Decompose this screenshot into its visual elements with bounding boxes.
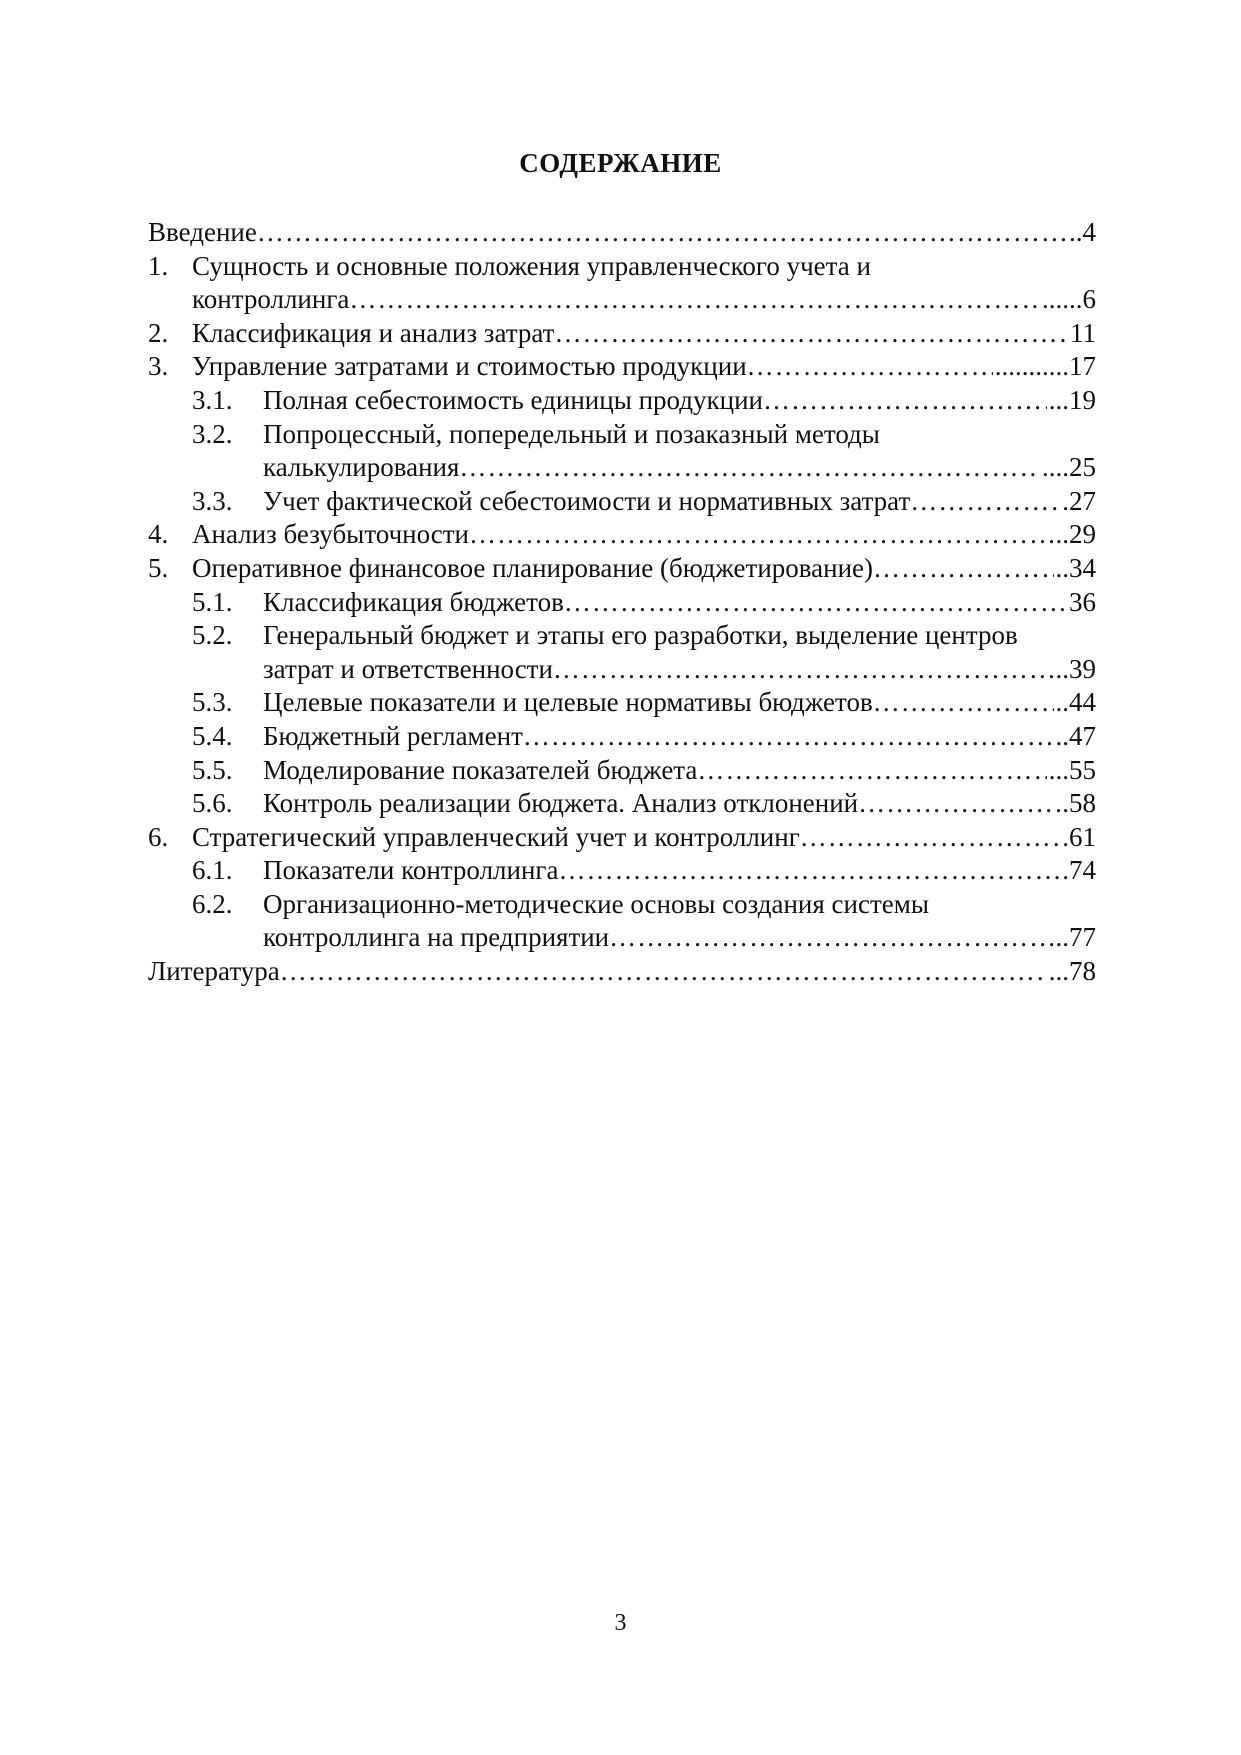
toc-entry-6: [148, 821, 1096, 855]
toc-label: Классификация бюджетов: [263, 586, 564, 617]
toc-entry-1: [148, 250, 1096, 284]
toc-page: .58: [1062, 788, 1096, 819]
toc-entry-2: [148, 317, 1096, 351]
toc-entry-6-2: [148, 888, 1096, 922]
toc-label: Контроль реализации бюджета. Анализ отклонений: [263, 788, 859, 819]
toc-label: Организационно-методические основы создания системы: [263, 888, 929, 919]
toc-label: Сущность и основные положения управленческого учета и: [192, 250, 871, 281]
toc-page: 11: [1070, 317, 1096, 348]
toc-entry-3-3: [148, 485, 1096, 519]
toc-number: 5.5.: [192, 754, 233, 785]
dot-leader: [800, 821, 1060, 855]
toc-entry-3-1: [148, 384, 1096, 418]
toc-number: 5.3.: [192, 687, 233, 718]
dot-leader: [609, 921, 1053, 955]
toc-label: Оперативное финансовое планирование (бюджетирование): [192, 552, 874, 583]
toc-entry-5-4: [148, 720, 1096, 754]
toc-page: ...55: [1048, 754, 1096, 785]
toc-page: ..44: [1055, 687, 1096, 718]
dot-leader: [747, 350, 993, 384]
dot-leader: [858, 787, 1060, 821]
toc-label: контроллинга: [192, 284, 350, 315]
table-of-contents: [148, 216, 1096, 989]
dot-leader: [697, 754, 1046, 788]
dot-leader: [349, 283, 1040, 317]
toc-page: .74: [1062, 855, 1096, 886]
toc-label: контроллинга на предприятии: [263, 922, 610, 953]
toc-entry-5-1: [148, 586, 1096, 620]
dot-leader: [459, 451, 1040, 485]
dot-leader: [564, 586, 1067, 620]
toc-page: ...........17: [994, 351, 1096, 382]
toc-page: ..77: [1055, 922, 1096, 953]
toc-label: калькулирования: [263, 452, 460, 483]
toc-number: 3.2.: [192, 418, 233, 449]
toc-page: ...78: [1048, 956, 1096, 987]
toc-entry-5: [148, 552, 1096, 586]
toc-page: ...19: [1048, 384, 1096, 415]
toc-label: затрат и ответственности: [263, 653, 553, 684]
dot-leader: [558, 854, 1060, 888]
toc-label: Показатели контроллинга: [263, 855, 559, 886]
toc-label: Управление затратами и стоимостью продукции: [192, 351, 747, 382]
toc-number: 6.2.: [192, 888, 233, 919]
toc-number: 4.: [148, 519, 169, 550]
dot-leader: [763, 384, 1047, 418]
toc-number: 5.2.: [192, 620, 233, 651]
dot-leader: [469, 518, 1053, 552]
dot-leader: [873, 552, 1053, 586]
toc-entry-6-1: [148, 854, 1096, 888]
page-title: СОДЕРЖАНИЕ: [519, 148, 722, 178]
toc-label: Литература: [148, 956, 280, 987]
toc-entry-5-6: [148, 787, 1096, 821]
dot-leader: [554, 317, 1068, 351]
dot-leader: [523, 720, 1054, 754]
toc-label: Моделирование показателей бюджета: [263, 754, 698, 785]
toc-entry-5-2-cont: [148, 653, 1096, 687]
toc-number: 5.1.: [192, 586, 233, 617]
dot-leader: [257, 216, 1067, 250]
toc-entry-literature: [148, 955, 1096, 989]
page-number: 3: [614, 1610, 627, 1636]
toc-label: Попроцессный, попередельный и позаказный методы: [263, 418, 880, 449]
toc-number: 2.: [148, 317, 169, 348]
toc-entry-6-2-cont: [148, 921, 1096, 955]
toc-number: 6.1.: [192, 855, 233, 886]
toc-page: 36: [1069, 586, 1096, 617]
toc-page: ..39: [1055, 653, 1096, 684]
toc-entry-4: [148, 518, 1096, 552]
toc-number: 3.: [148, 351, 169, 382]
toc-page: .61: [1062, 821, 1096, 852]
toc-entry-5-3: [148, 686, 1096, 720]
toc-entry-3: [148, 350, 1096, 384]
toc-label: Анализ безубыточности: [192, 519, 470, 550]
dot-leader: [553, 653, 1054, 687]
toc-label: Классификация и анализ затрат: [192, 317, 555, 348]
toc-page: ..47: [1055, 720, 1096, 751]
toc-label: Стратегический управленческий учет и контроллинг: [192, 821, 800, 852]
toc-label: Бюджетный регламент: [263, 720, 523, 751]
dot-leader: [280, 955, 1047, 989]
toc-page: ......6: [1042, 284, 1096, 315]
toc-number: 6.: [148, 821, 169, 852]
toc-label: Введение: [148, 217, 257, 247]
toc-label: Учет фактической себестоимости и нормативных затрат: [263, 485, 911, 516]
toc-entry-3-2-cont: [148, 451, 1096, 485]
toc-number: 3.3.: [192, 485, 233, 516]
toc-page: ..34: [1055, 552, 1096, 583]
dot-leader: [873, 686, 1054, 720]
toc-number: 1.: [148, 250, 169, 281]
toc-entry-3-2: [148, 418, 1096, 452]
toc-entry-intro: [148, 216, 1096, 250]
toc-number: 5.4.: [192, 720, 233, 751]
toc-page: .27: [1062, 485, 1096, 516]
toc-entry-5-2: [148, 619, 1096, 653]
toc-label: Полная себестоимость единицы продукции: [263, 384, 763, 415]
toc-number: 3.1.: [192, 384, 233, 415]
toc-number: 5.6.: [192, 788, 233, 819]
toc-entry-5-5: [148, 754, 1096, 788]
dot-leader: [910, 485, 1060, 519]
toc-entry-1-cont: [148, 283, 1096, 317]
toc-page: ..4: [1069, 217, 1096, 247]
toc-label: Генеральный бюджет и этапы его разработки, выделение центров: [263, 620, 1018, 651]
toc-number: 5.: [148, 552, 169, 583]
toc-page: ....25: [1042, 452, 1096, 483]
toc-page: ..29: [1055, 519, 1096, 550]
toc-label: Целевые показатели и целевые нормативы бюджетов: [263, 687, 873, 718]
